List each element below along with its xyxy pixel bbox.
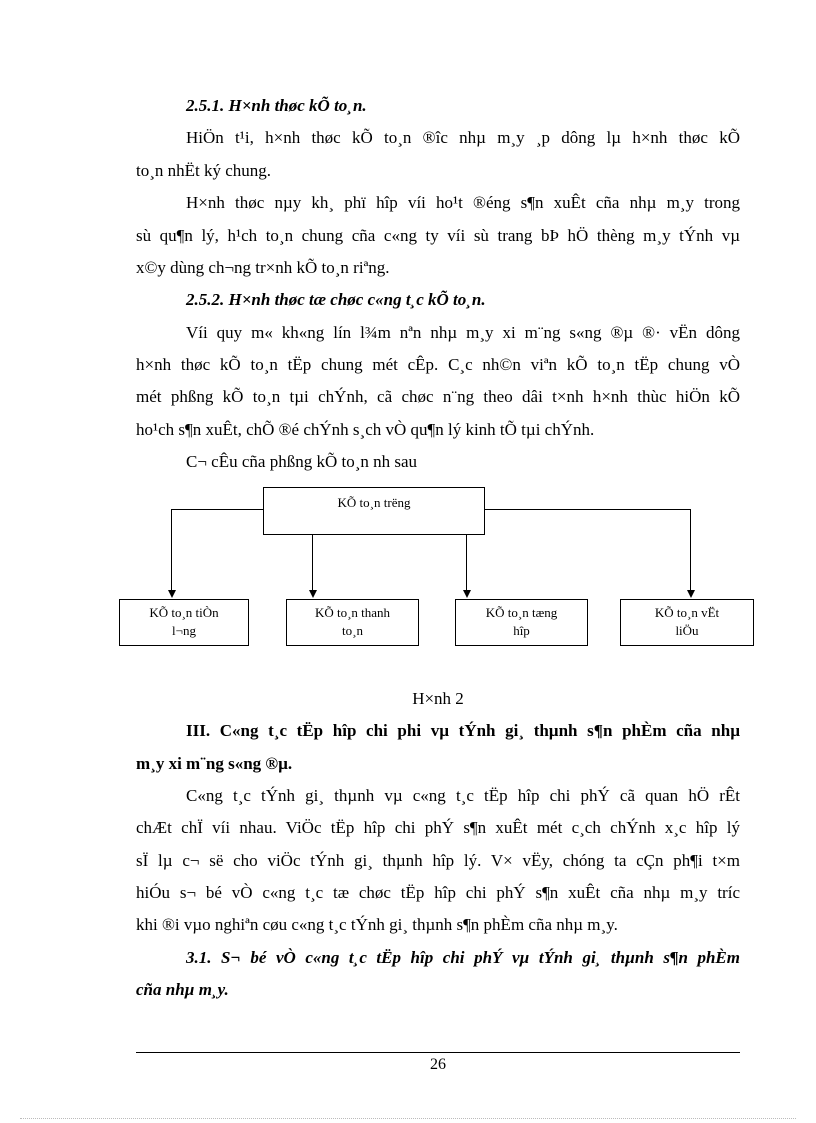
org-box-label: KÕ to¸n thanh <box>314 605 391 620</box>
section-heading-3-1: 3.1. S¬ bé vÒ c«ng t¸c tËp hîp chi phÝ vµ tÝnh gi¸ thµnh s¶n phÈm <box>186 948 740 967</box>
org-box-label: hîp <box>513 623 530 638</box>
org-box-payroll-accountant <box>119 599 249 646</box>
paragraph-line: C«ng t¸c tÝnh gi¸ thµnh vµ c«ng t¸c tËp hîp chi phÝ cã quan hÖ rÊt <box>186 786 740 805</box>
paragraph-line: H×nh thøc nµy kh¸ phï hîp víi ho¹t ®éng s¶n xuÊt cña nhµ m¸y trong <box>186 193 740 212</box>
page-bottom-border <box>20 1118 796 1119</box>
org-box-label: KÕ to¸n tiÒn <box>149 605 219 620</box>
connector-line <box>171 509 263 510</box>
org-box-payment-accountant <box>286 599 419 646</box>
org-box-materials-accountant <box>620 599 754 646</box>
org-box-general-accountant <box>455 599 588 646</box>
connector-line <box>485 509 690 510</box>
paragraph-line: hiÓu s¬ bé vÒ c«ng t¸c tæ chøc tËp hîp chi phÝ s¶n xuÊt cña nhµ m¸y tríc <box>136 883 740 902</box>
connector-line <box>690 509 691 590</box>
section-heading-2-5-1: 2.5.1. H×nh thøc kÕ to¸n. <box>186 96 367 115</box>
org-box-label: KÕ to¸n vËt <box>654 605 720 620</box>
paragraph-line: ho¹ch s¶n xuÊt, chÕ ®é chÝnh s¸ch vÒ qu¶n lý kinh tÕ tµi chÝnh. <box>136 420 595 439</box>
section-heading-3-1-cont: cña nhµ m¸y. <box>136 980 229 999</box>
page-number: 26 <box>430 1056 446 1073</box>
arrow-down-icon <box>309 590 317 598</box>
connector-line <box>466 535 467 590</box>
paragraph-line: chÆt chÏ víi nhau. ViÖc tËp hîp chi phÝ s¶n xuÊt mét c¸ch chÝnh x¸c hîp lý <box>136 818 740 837</box>
paragraph-line: h×nh thøc kÕ to¸n tËp chung mét cÊp. C¸c nh©n viªn kÕ to¸n tËp chung vÒ <box>136 355 740 374</box>
paragraph-line: to¸n nhËt ký chung. <box>136 161 272 180</box>
org-box-label: l¬ng <box>172 623 196 638</box>
connector-line <box>312 535 313 590</box>
paragraph-line: Víi quy m« kh«ng lín l¾m nªn nhµ m¸y xi m¨ng s«ng ®µ ®· vËn dông <box>186 323 740 342</box>
figure-caption: H×nh 2 <box>412 689 464 708</box>
org-box-label: liÖu <box>675 623 699 638</box>
org-box-label: KÕ to¸n tæng <box>485 605 558 620</box>
paragraph-line: HiÖn t¹i, h×nh thøc kÕ to¸n ®îc nhµ m¸y ¸p dông lµ h×nh thøc kÕ <box>186 128 740 147</box>
org-box-label: to¸n <box>342 623 363 638</box>
arrow-down-icon <box>687 590 695 598</box>
paragraph-line: mét phßng kÕ to¸n tµi chÝnh, cã chøc n¨ng theo dâi t×nh h×nh thùc hiÖn kÕ <box>136 387 740 406</box>
section-heading-2-5-2: 2.5.2. H×nh thøc tæ chøc c«ng t¸c kÕ to¸n. <box>186 290 486 309</box>
org-box-label: KÕ to¸n trëng <box>337 495 411 510</box>
section-heading-III-cont: m¸y xi m¨ng s«ng ®µ. <box>136 754 293 773</box>
arrow-down-icon <box>168 590 176 598</box>
paragraph-line: khi ®i vµo nghiªn cøu c«ng t¸c tÝnh gi¸ thµnh s¶n phÈm cña nhµ m¸y. <box>136 915 618 934</box>
paragraph-line: sù qu¶n lý, h¹ch to¸n chung cña c«ng ty víi sù trang bÞ hÖ thèng m¸y tÝnh vµ <box>136 226 740 245</box>
paragraph-line: C¬ cÊu cña phßng kÕ to¸n nh sau <box>186 452 418 471</box>
footer-rule <box>136 1052 740 1053</box>
arrow-down-icon <box>463 590 471 598</box>
paragraph-line: sÏ lµ c¬ së cho viÖc tÝnh gi¸ thµnh hîp lý. V× vËy, chóng ta cÇn ph¶i t×m <box>136 851 740 870</box>
section-heading-III: III. C«ng t¸c tËp hîp chi phi vµ tÝnh gi¸ thµnh s¶n phÈm cña nhµ <box>186 721 740 740</box>
paragraph-line: x©y dùng ch¬ng tr×nh kÕ to¸n riªng. <box>136 258 390 277</box>
connector-line <box>171 509 172 590</box>
org-box-chief-accountant <box>263 487 485 535</box>
